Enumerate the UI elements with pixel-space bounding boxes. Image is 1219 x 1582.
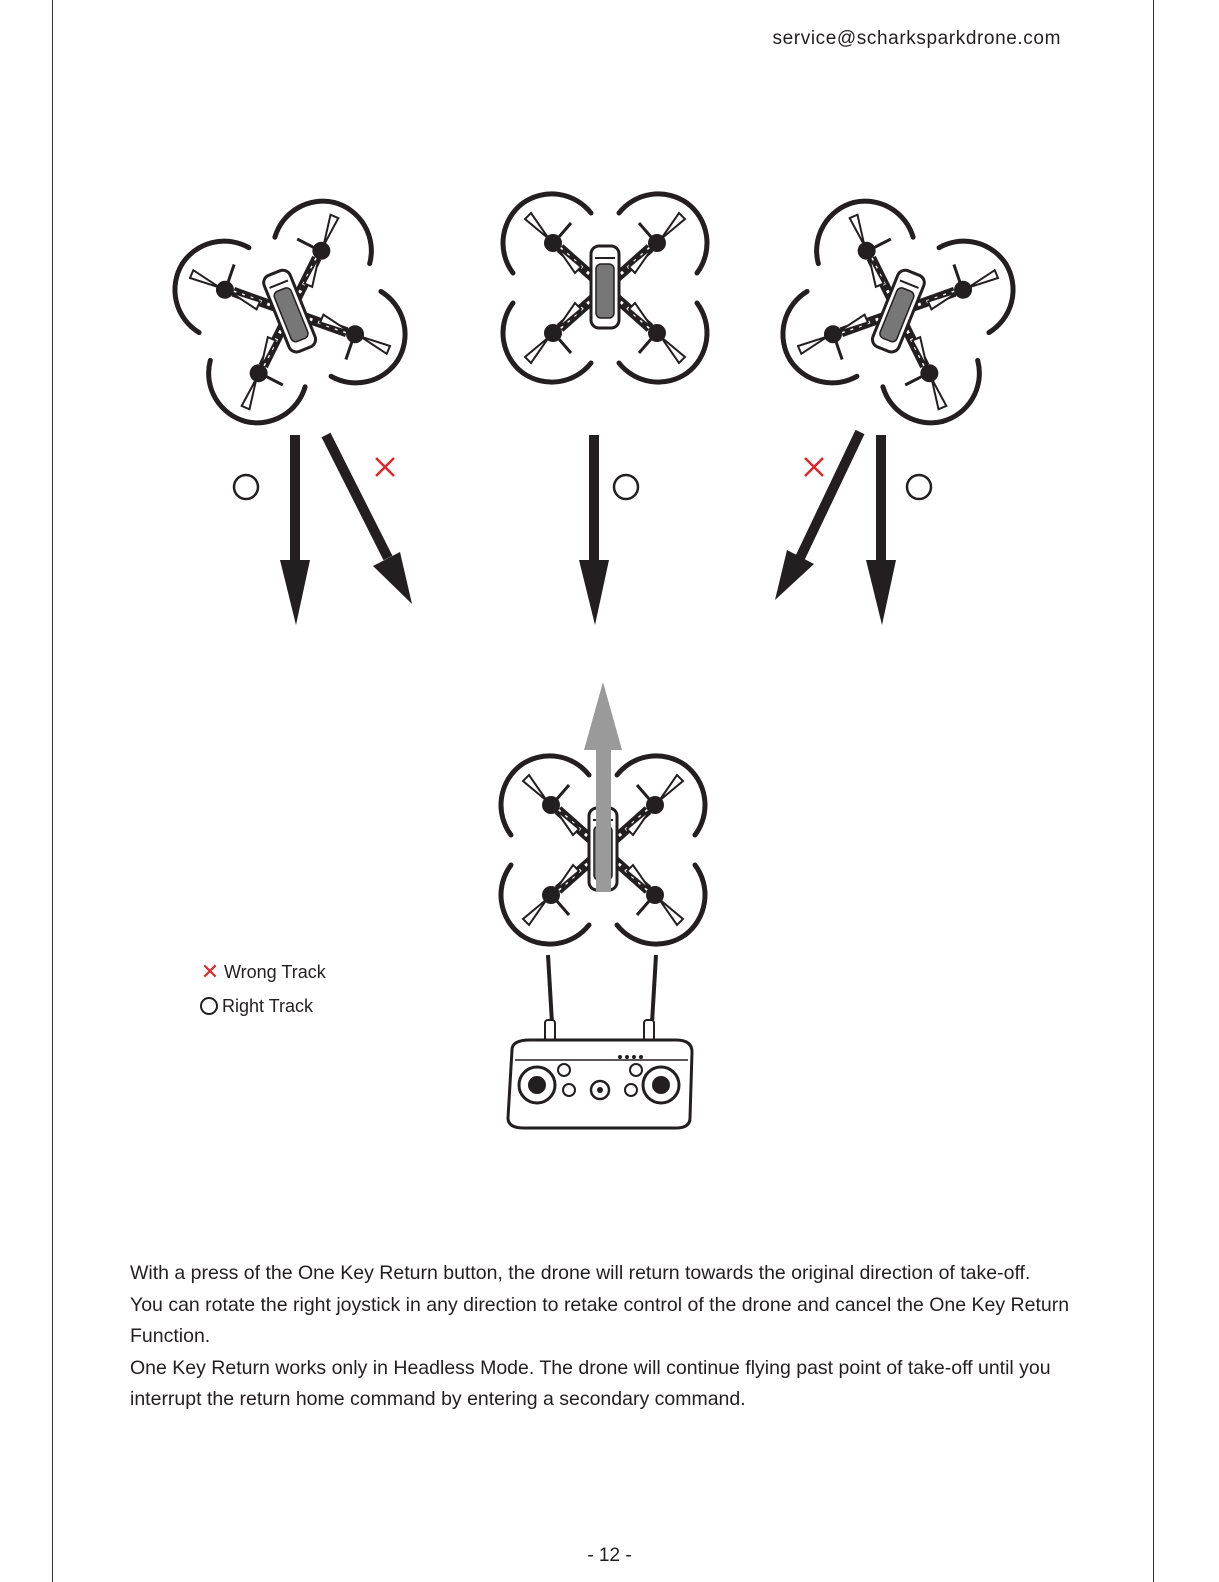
right-track-mark — [234, 475, 258, 499]
arrow-straight-left — [280, 435, 310, 625]
instructions — [130, 1258, 1090, 1416]
instruction-paragraph: With a press of the One Key Return button, the drone will return towards the original direction of take-off. — [130, 1262, 1031, 1284]
wrong-track-mark — [805, 458, 823, 476]
circle-icon — [200, 997, 218, 1015]
instruction-paragraph: One Key Return works only in Headless Mode. The drone will continue flying past point of take-off until you interrupt the return home command by entering a secondary command. — [130, 1356, 1051, 1410]
arrow-diagonal-right — [775, 432, 860, 600]
arrow-diagonal-left — [326, 435, 412, 604]
page-number: - 12 - — [587, 1545, 632, 1566]
instruction-paragraph: You can rotate the right joystick in any direction to retake control of the drone and cancel the One Key Return Function. — [130, 1293, 1070, 1347]
legend-wrong — [200, 955, 326, 989]
drone-rotated-left — [160, 187, 420, 438]
legend-wrong-label: Wrong Track — [224, 961, 326, 982]
right-track-mark — [907, 475, 931, 499]
drone-rotated-right — [768, 187, 1028, 438]
arrow-straight-right — [866, 435, 896, 625]
legend-right — [200, 989, 326, 1023]
wrong-track-mark — [376, 458, 394, 476]
remote-controller — [508, 955, 692, 1128]
right-track-mark — [614, 475, 638, 499]
arrow-straight-center — [579, 435, 609, 625]
cross-icon: ✕ — [200, 959, 220, 984]
legend-right-label: Right Track — [222, 995, 314, 1016]
drone-center — [503, 194, 707, 382]
contact-email: service@scharksparkdrone.com — [772, 28, 1061, 49]
track-legend — [200, 955, 326, 1023]
